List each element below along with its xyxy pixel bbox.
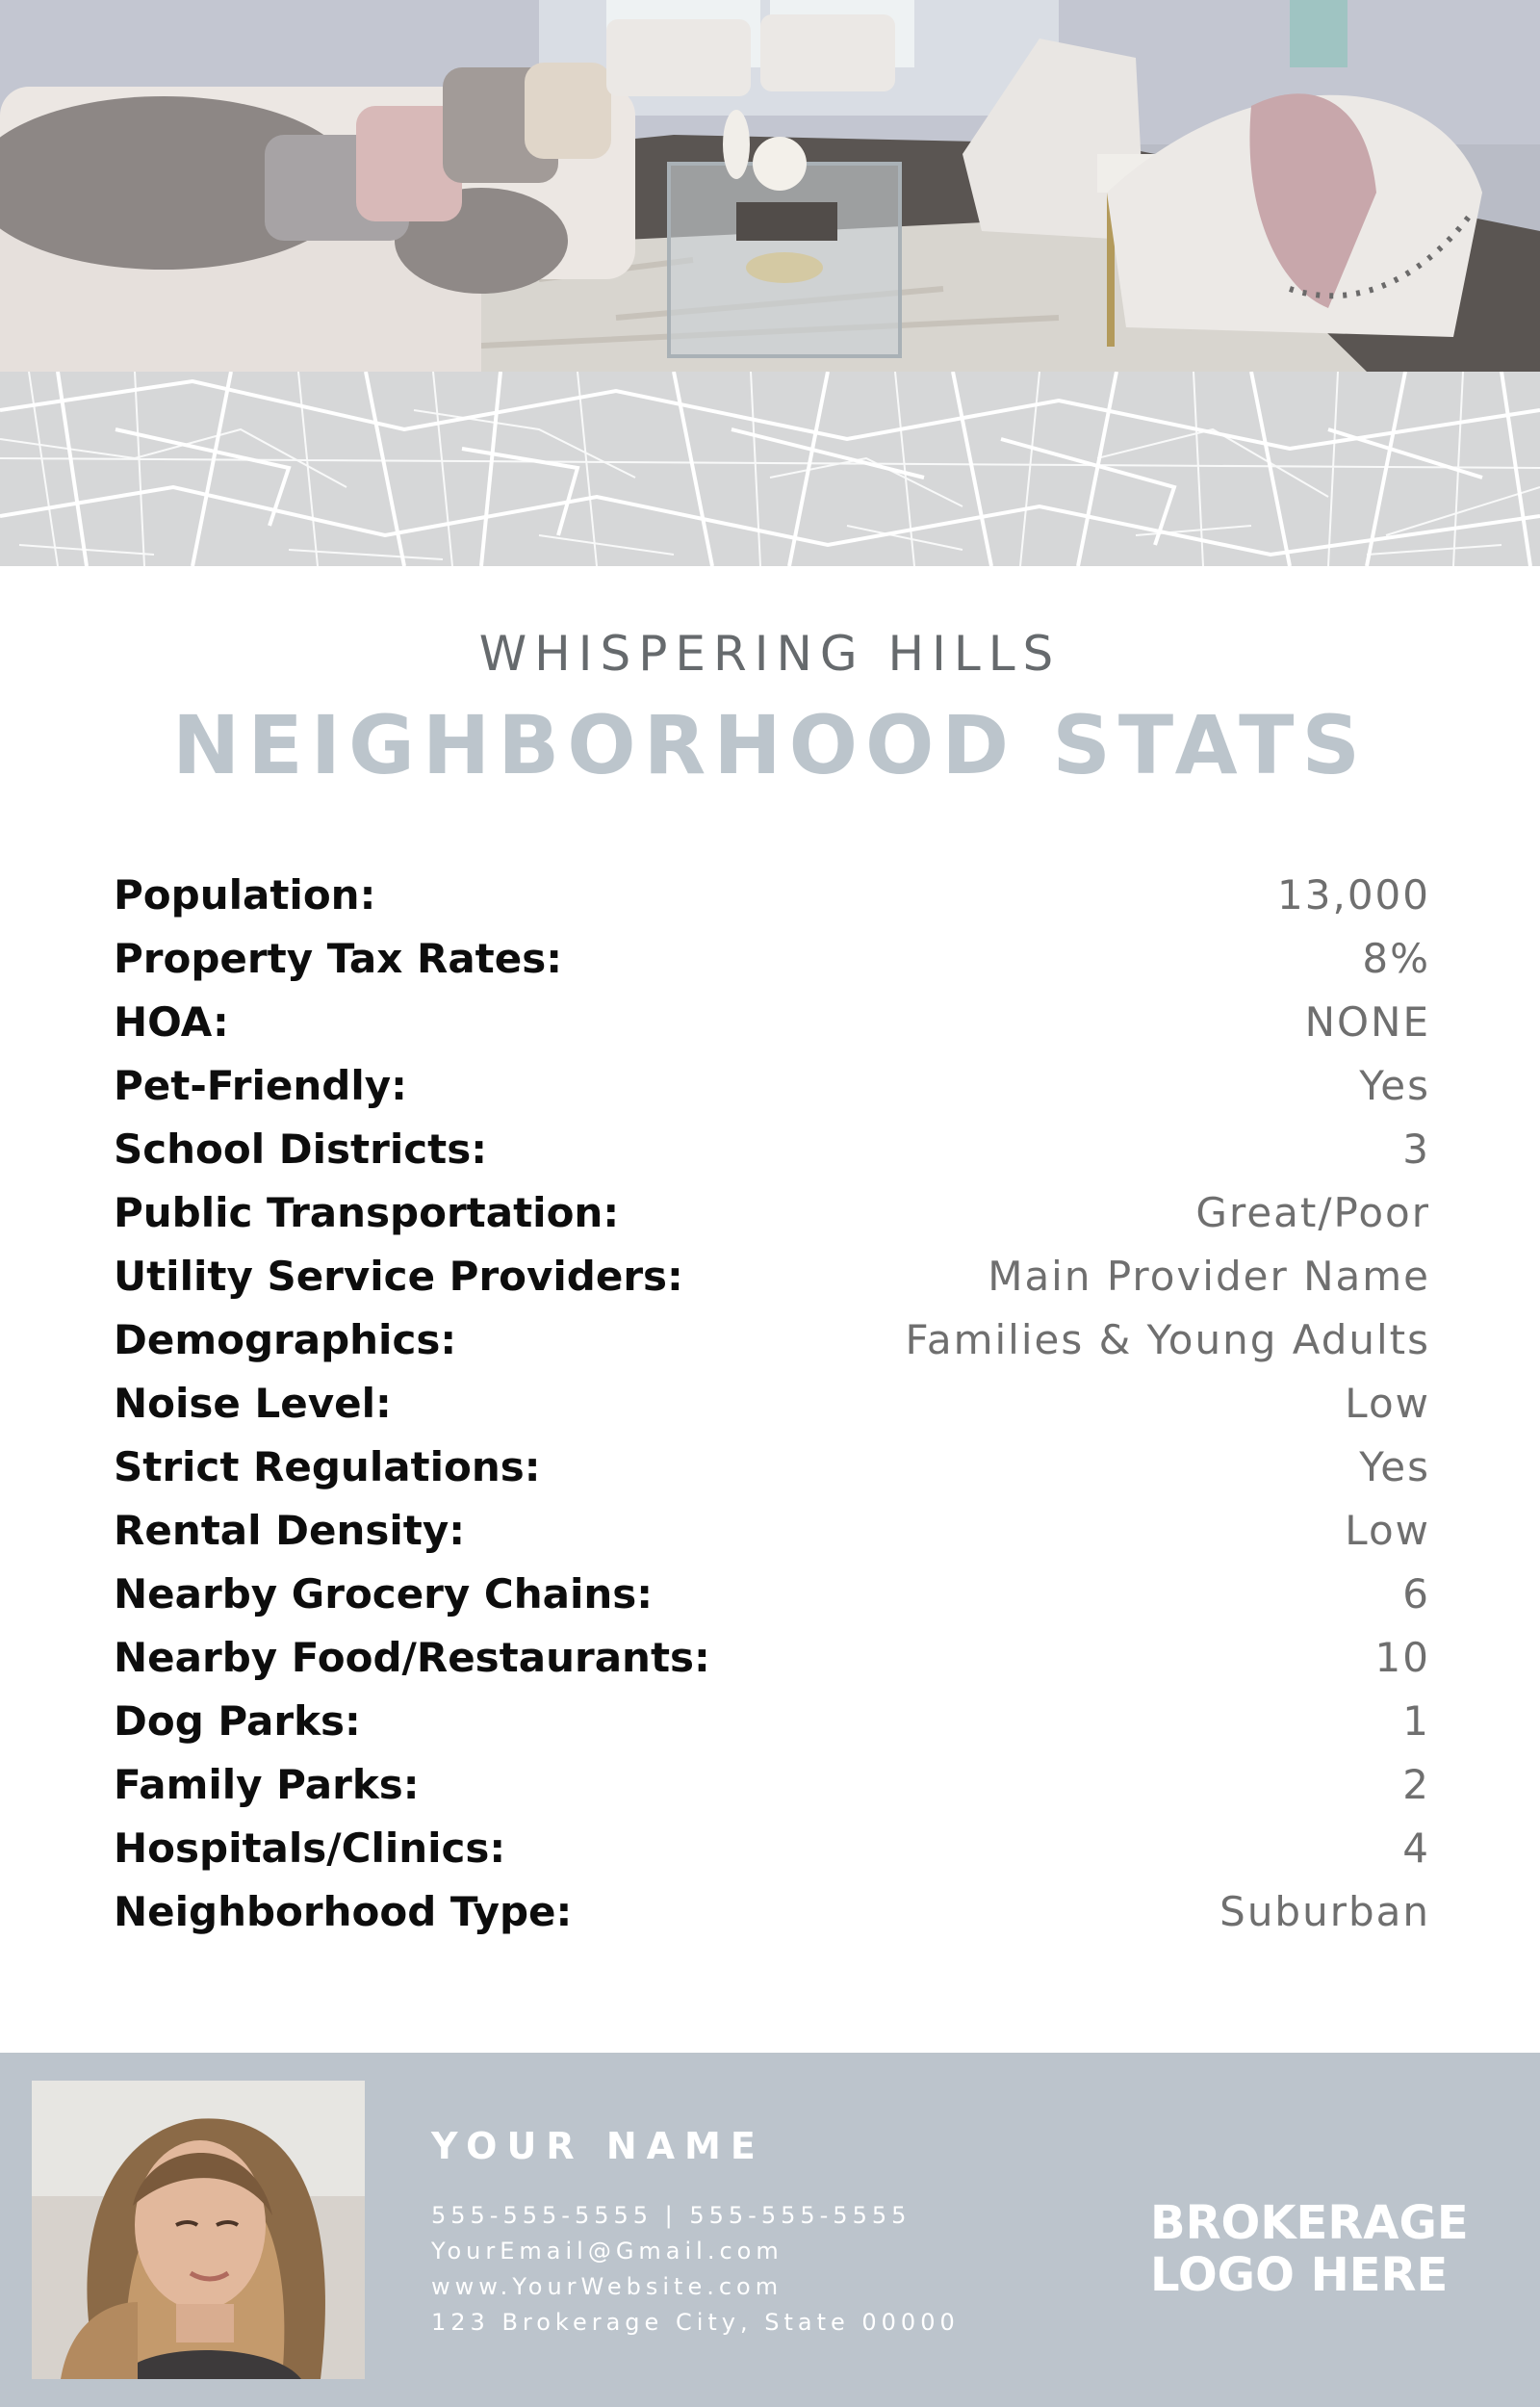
stat-row-family-parks — [114, 1761, 1430, 1825]
agent-website[interactable]: www.YourWebsite.com — [431, 2273, 783, 2300]
stat-label: Utility Service Providers: — [114, 1253, 683, 1300]
stat-row-utility-providers — [114, 1253, 1430, 1316]
stat-row-strict-regulations — [114, 1443, 1430, 1507]
agent-phone: 555-555-5555 | 555-555-5555 — [431, 2202, 911, 2229]
neighborhood-name: WHISPERING HILLS — [478, 626, 1062, 682]
stat-label: Rental Density: — [114, 1507, 466, 1554]
stats-list — [114, 871, 1430, 1952]
stat-label: Public Transportation: — [114, 1189, 620, 1236]
stat-value: Families & Young Adults — [905, 1316, 1430, 1363]
brokerage-logo — [1150, 2197, 1477, 2301]
stat-value: Yes — [1359, 1443, 1430, 1490]
stat-value: 8% — [1362, 935, 1430, 982]
page-title: NEIGHBORHOOD STATS — [172, 698, 1368, 792]
agent-name: YOUR NAME — [431, 2125, 765, 2167]
stat-value: 4 — [1402, 1825, 1430, 1872]
stat-value: 2 — [1402, 1761, 1430, 1808]
agent-portrait-image — [32, 2081, 365, 2379]
stat-row-noise-level — [114, 1380, 1430, 1443]
stat-row-food-restaurants — [114, 1634, 1430, 1697]
stat-value: 10 — [1374, 1634, 1430, 1681]
living-room-image — [0, 0, 1540, 372]
stat-label: Hospitals/Clinics: — [114, 1825, 506, 1872]
stat-label: Demographics: — [114, 1316, 457, 1363]
stat-value: Yes — [1359, 1062, 1430, 1109]
stat-row-property-tax — [114, 935, 1430, 998]
stat-row-hospitals-clinics — [114, 1825, 1430, 1888]
stat-value: NONE — [1304, 998, 1430, 1046]
stat-label: Neighborhood Type: — [114, 1888, 573, 1935]
stat-row-demographics — [114, 1316, 1430, 1380]
stat-row-school-districts — [114, 1126, 1430, 1189]
stat-label: Noise Level: — [114, 1380, 392, 1427]
stat-label: Strict Regulations: — [114, 1443, 541, 1490]
map-pattern-band — [0, 372, 1540, 566]
stat-value: Suburban — [1219, 1888, 1430, 1935]
stat-row-pet-friendly — [114, 1062, 1430, 1126]
stat-row-grocery-chains — [114, 1570, 1430, 1634]
stat-label: Nearby Food/Restaurants: — [114, 1634, 710, 1681]
stat-value: Low — [1345, 1507, 1430, 1554]
stat-value: 6 — [1402, 1570, 1430, 1618]
agent-email[interactable]: YourEmail@Gmail.com — [431, 2238, 783, 2265]
stat-label: School Districts: — [114, 1126, 487, 1173]
stat-label: Nearby Grocery Chains: — [114, 1570, 654, 1618]
stat-value: 13,000 — [1277, 871, 1430, 919]
stat-value: 1 — [1402, 1697, 1430, 1745]
stat-row-neighborhood-type — [114, 1888, 1430, 1952]
stat-value: Main Provider Name — [988, 1253, 1430, 1300]
stat-row-rental-density — [114, 1507, 1430, 1570]
brokerage-logo-line2: LOGO HERE — [1150, 2248, 1449, 2302]
stat-row-hoa — [114, 998, 1430, 1062]
stat-label: Property Tax Rates: — [114, 935, 563, 982]
stat-row-population — [114, 871, 1430, 935]
brokerage-logo-line1: BROKERAGE — [1150, 2196, 1469, 2250]
agent-photo — [32, 2081, 365, 2379]
stat-label: Population: — [114, 871, 376, 919]
map-pattern-image — [0, 372, 1540, 566]
stat-row-dog-parks — [114, 1697, 1430, 1761]
stat-value: Low — [1345, 1380, 1430, 1427]
agent-footer — [0, 2053, 1540, 2407]
stat-value: 3 — [1402, 1126, 1430, 1173]
stat-value: Great/Poor — [1195, 1189, 1430, 1236]
hero-photo — [0, 0, 1540, 372]
stat-label: Family Parks: — [114, 1761, 420, 1808]
stat-label: HOA: — [114, 998, 229, 1046]
agent-address: 123 Brokerage City, State 00000 — [431, 2309, 960, 2336]
stat-label: Pet-Friendly: — [114, 1062, 407, 1109]
stat-row-public-transportation — [114, 1189, 1430, 1253]
stat-label: Dog Parks: — [114, 1697, 361, 1745]
